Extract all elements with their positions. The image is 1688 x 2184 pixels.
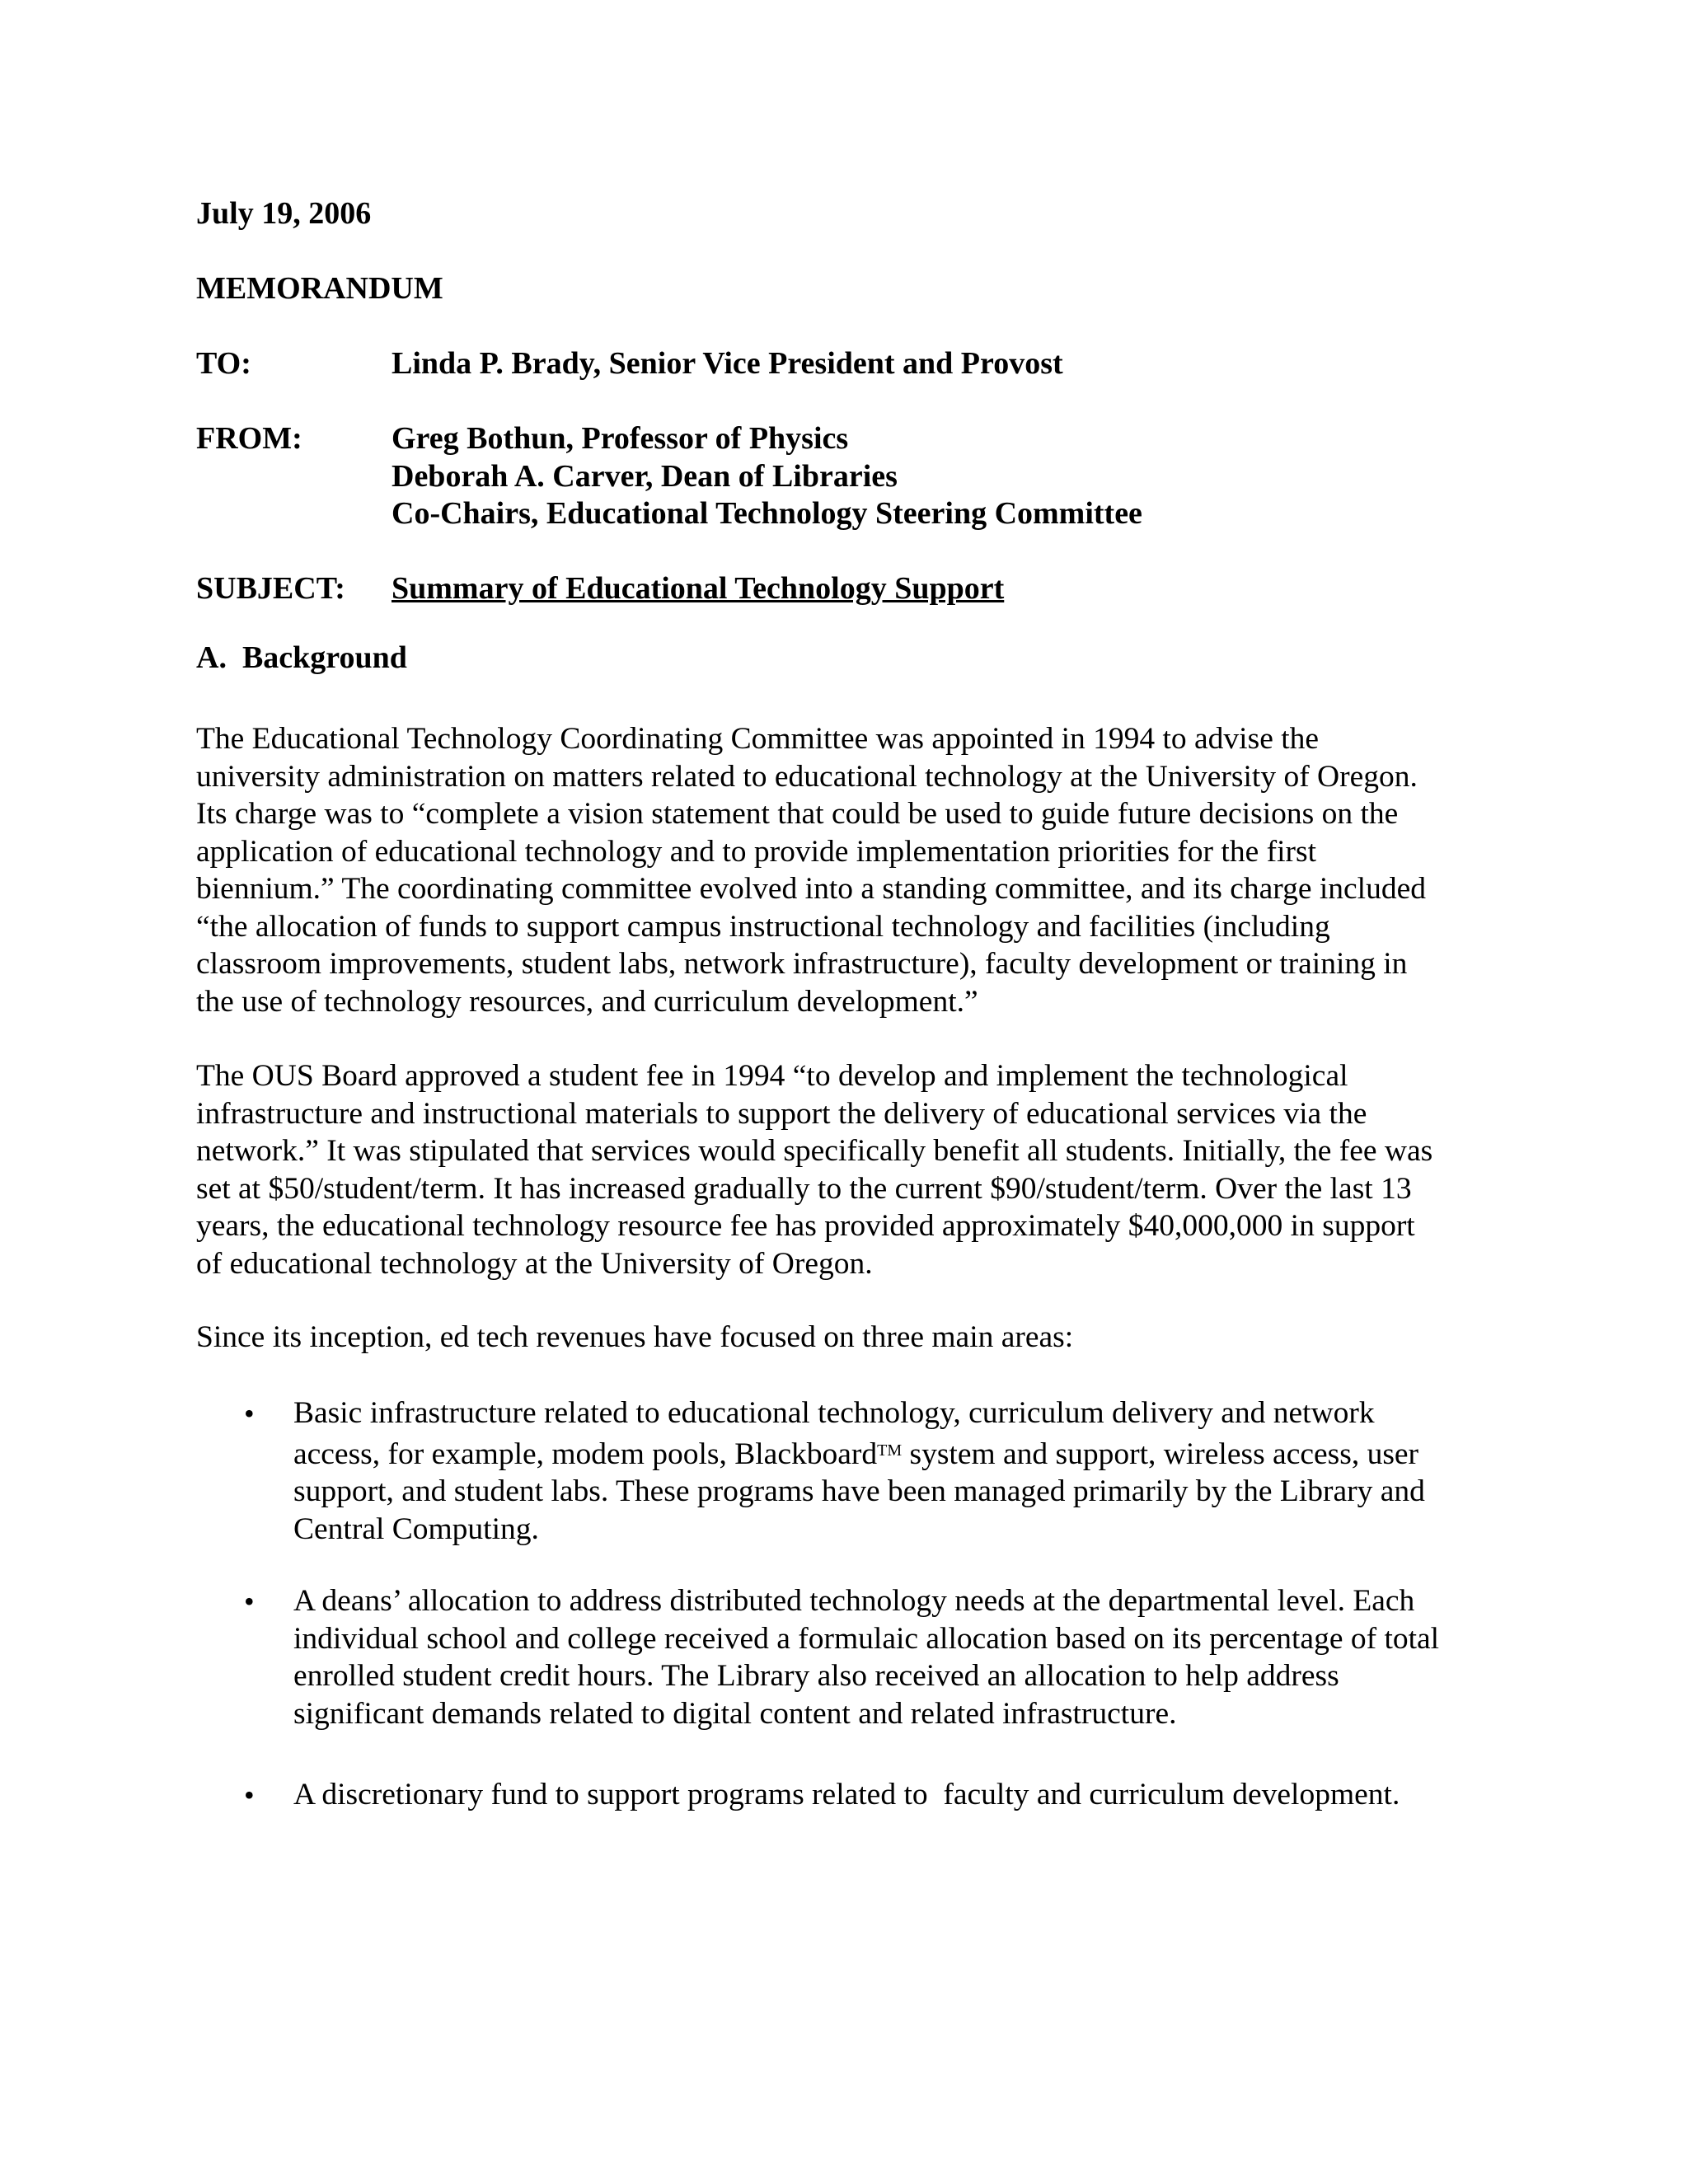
paragraph-line: of educational technology at the University of Oregon.	[196, 1246, 873, 1281]
paragraph-line: set at $50/student/term. It has increased gradually to the current $90/student/term. Over the last 13	[196, 1171, 1412, 1206]
paragraph-1	[196, 720, 1515, 1020]
from-label: FROM:	[196, 421, 302, 456]
paragraph-line: the use of technology resources, and curriculum development.”	[196, 984, 978, 1019]
bullet-line: A deans’ allocation to address distributed technology needs at the departmental level. Each	[293, 1584, 1415, 1618]
paragraph-line: years, the educational technology resource fee has provided approximately $40,000,000 in support	[196, 1209, 1415, 1243]
from-line: Greg Bothun, Professor of Physics	[392, 421, 849, 456]
paragraph-line: The Educational Technology Coordinating Committee was appointed in 1994 to advise the	[196, 722, 1320, 756]
bullet-line: A discretionary fund to support programs related to faculty and curriculum development.	[293, 1778, 1400, 1811]
paragraph-line: application of educational technology and to provide implementation priorities for the first	[196, 834, 1316, 869]
section-heading: A. Background	[196, 640, 407, 675]
paragraph-line: biennium.” The coordinating committee evolved into a standing committee, and its charge included	[196, 872, 1426, 906]
paragraph-2	[196, 1057, 1515, 1282]
paragraph-line: classroom improvements, student labs, network infrastructure), faculty development or training in	[196, 947, 1408, 981]
bullet-line: significant demands related to digital content and related infrastructure.	[293, 1696, 1177, 1731]
paragraph-line: network.” It was stipulated that services would specifically benefit all students. Initially, the fee was	[196, 1134, 1433, 1168]
paragraph-line: The OUS Board approved a student fee in 1994 “to develop and implement the technological	[196, 1059, 1348, 1093]
bullet-line: Basic infrastructure related to educational technology, curriculum delivery and network	[293, 1396, 1375, 1430]
bullet-line: support, and student labs. These programs have been managed primarily by the Library and	[293, 1474, 1425, 1508]
paragraph-line: infrastructure and instructional materials to support the delivery of educational services via the	[196, 1096, 1367, 1131]
paragraph-3	[196, 1319, 1515, 1357]
memo-date: July 19, 2006	[196, 196, 372, 231]
bullet-item-1	[293, 1394, 1530, 1548]
paragraph-line: university administration on matters related to educational technology at the University of Oregon.	[196, 759, 1418, 794]
bullet-icon: •	[244, 1585, 255, 1618]
bullet-icon: •	[244, 1397, 255, 1430]
bullet-line	[293, 1432, 1530, 1474]
from-line: Deborah A. Carver, Dean of Libraries	[392, 459, 898, 494]
paragraph-line: Its charge was to “complete a vision statement that could be used to guide future decisions on the	[196, 797, 1399, 831]
to-value: Linda P. Brady, Senior Vice President and Provost	[392, 346, 1063, 381]
from-line: Co-Chairs, Educational Technology Steering Committee	[392, 496, 1142, 531]
subject-value: Summary of Educational Technology Support	[392, 571, 1005, 606]
paragraph-line: Since its inception, ed tech revenues have focused on three main areas:	[196, 1320, 1074, 1354]
trademark-mark: TM	[877, 1441, 903, 1460]
paragraph-line: “the allocation of funds to support campus instructional technology and facilities (including	[196, 909, 1330, 944]
bullet-line-text: system and support, wireless access, user	[902, 1436, 1419, 1471]
bullet-line: Central Computing.	[293, 1511, 539, 1546]
bullet-item-3	[293, 1776, 1530, 1814]
bullet-line-text: access, for example, modem pools, Blackboard	[293, 1436, 878, 1471]
bullet-line: individual school and college received a formulaic allocation based on its percentage of total	[293, 1621, 1440, 1656]
bullet-item-2	[293, 1582, 1530, 1732]
subject-label: SUBJECT:	[196, 571, 345, 606]
bullet-line: enrolled student credit hours. The Library also received an allocation to help address	[293, 1659, 1339, 1693]
to-label: TO:	[196, 346, 251, 381]
memo-title: MEMORANDUM	[196, 271, 443, 306]
bullet-icon: •	[244, 1779, 255, 1811]
